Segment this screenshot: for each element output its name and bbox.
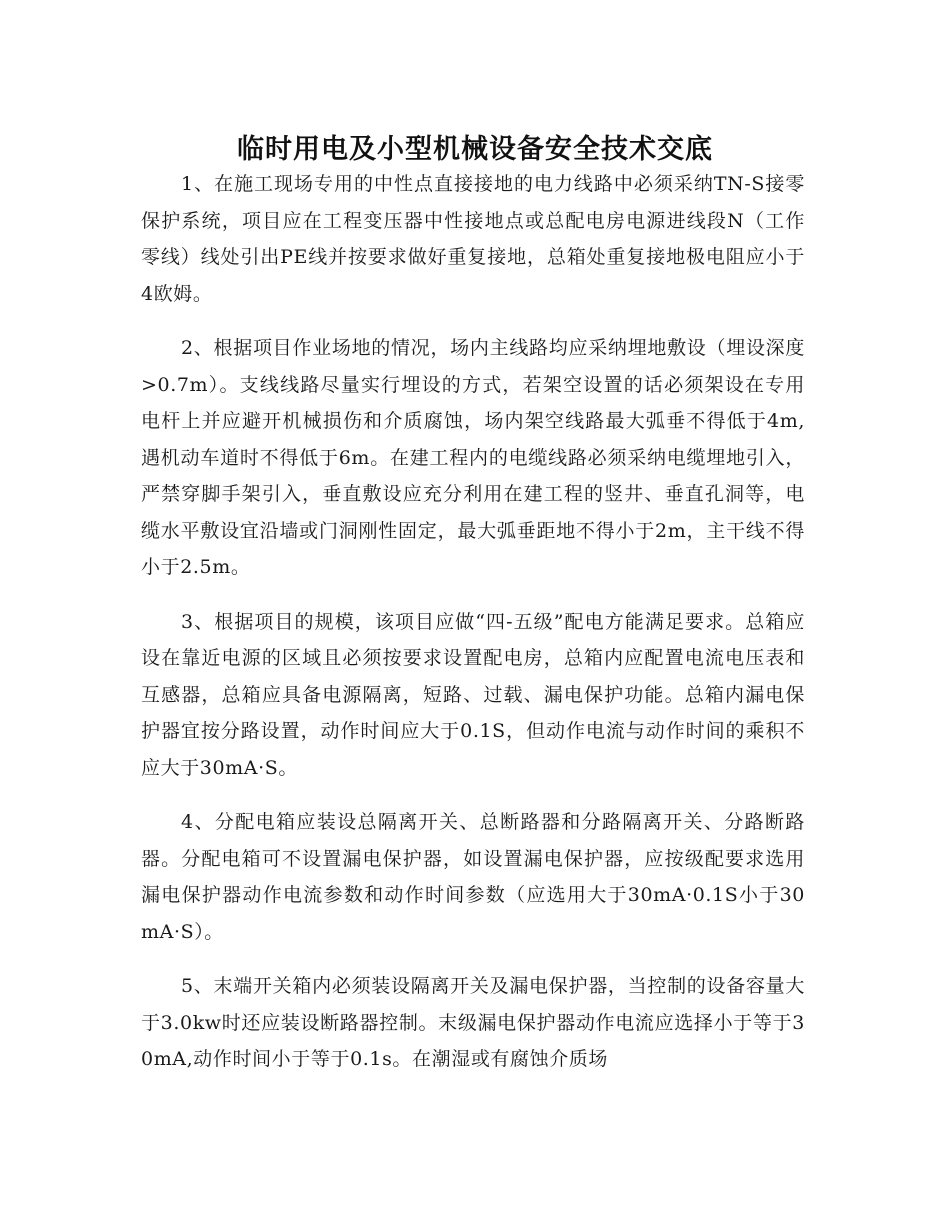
paragraph-4: 4、分配电箱应装设总隔离开关、总断路器和分路隔离开关、分路断路器。分配电箱可不设置漏电保护器，如设置漏电保护器，应按级配要求选用漏电保护器动作电流参数和动作时间参数（应选用大于30mA·0.1S小于30mA·S）。 — [141, 811, 805, 943]
paragraph-3: 3、根据项目的规模，该项目应做“四-五级”配电方能满足要求。总箱应设在靠近电源的区域且必须按要求设置配电房，总箱内应配置电流电压表和互感器，总箱应具备电源隔离，短路、过载、漏电保护功能。总箱内漏电保护器宜按分路设置，动作时间应大于0.1S，但动作电流与动作时间的乘积不应大于30mA·S。 — [141, 610, 805, 779]
paragraph-2: 2、根据项目作业场地的情况，场内主线路均应采纳埋地敷设（埋设深度>0.7m）。支线线路尽量实行埋设的方式，若架空设置的话必须架设在专用电杆上并应避开机械损伤和介质腐蚀，场内架空线路最大弧垂不得低于4m,遇机动车道时不得低于6m。在建工程内的电缆线路必须采纳电缆埋地引入，严禁穿脚手架引入，垂直敷设应充分利用在建工程的竖井、垂直孔洞等，电缆水平敷设宜沿墙或门洞刚性固定，最大弧垂距地不得小于2m，主干线不得小于2.5m。 — [141, 337, 805, 578]
document-title: 临时用电及小型机械设备安全技术交底 — [237, 134, 713, 166]
paragraph-1: 1、在施工现场专用的中性点直接接地的电力线路中必须采纳TN-S接零保护系统，项目应在工程变压器中性接地点或总配电房电源进线段N（工作零线）线处引出PE线并按要求做好重复接地，总箱处重复接地极电阻应小于4欧姆。 — [141, 173, 805, 305]
document-body — [141, 166, 805, 1096]
paragraph-5: 5、末端开关箱内必须装设隔离开关及漏电保护器，当控制的设备容量大于3.0kw时还应装设断路器控制。末级漏电保护器动作电流应选择小于等于30mA,动作时间小于等于0.1s。在潮湿或有腐蚀介质场 — [141, 975, 805, 1070]
